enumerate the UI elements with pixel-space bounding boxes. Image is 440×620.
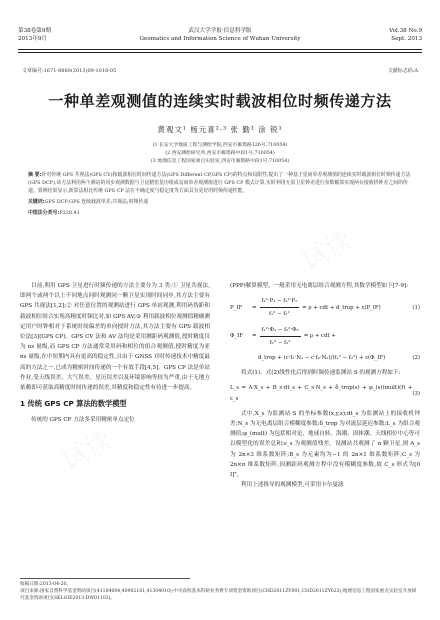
body-columns (20, 281, 420, 571)
eq1-rhs: = ρ + cdt + d_trop + ε(P_IF) (302, 304, 381, 311)
header-rule-thin (18, 52, 422, 53)
abstract-label: 摘 要: (28, 172, 42, 178)
clc-label: 中图法分类号: (28, 210, 60, 216)
watermark: 试读 (297, 225, 358, 277)
affiliation-3: (3 地理信息工程国家重点实验室,西安市雁塔路中段1号,710054) (150, 159, 290, 164)
intro-paragraph: 目前,利用 GPS 卫星进行时频传递的方法主要分为 3 类:① 卫星共视法,即两个或两个以上不同地点同时观测同一颗卫星实现时间同步,其方法主要有 GPS 共视法[1,2];② 对任意位置的观测站进行 GPS 单站观测,利用码伪距和载波相位组合实现高精度时频比对,如 GPS AV;③ 利用载波相位观测值精确测定用户时钟相对于系统时间偏差的单向授时方法,其方法主要有 GPS 载波相位法[3](GPS CP)。GPS CV 法和 AV 法均是采用测距码观测值,授时精度仅为 ns 量级,而 GPS CP 方法通常采用码和相位的组合观测值,授时精度为亚 ns 量级,在中短期内具有更高的稳定性,且由于 GNSS 对时传递技术中精度最高的方法之一,已成为精密时间传递的一个有效手段[4,5]。GPS CP 法是单站作业,受天线误差、大气误差、星历误差以及环境影响等较为严重,由于无地方依赖即可获取高精度时间传递的误差,其精度和稳定性有待进一步提高。 (20, 283, 210, 392)
eq1-fraction (260, 296, 300, 319)
funding-note: 项目来源:国家自然科学基金资助项目(41104004,40902181,41304010);中央高校基本科研业务费专项资金资助项目(CHD2011ZY001,CHD2011ZY023);地理信息工程国家重点实验室开放研究基金资助项目(SKLGIE2013-DW01103)。 (20, 589, 417, 601)
header-rule-thick (18, 49, 422, 50)
document-code: 文献标志码:A (387, 68, 418, 74)
header-date-en: Sept. 2013 (391, 35, 422, 42)
abstract-paragraph (28, 171, 412, 195)
abstract-block (28, 171, 412, 217)
article-number: 文章编号:1671-8860(2013)09-1018-05 (22, 68, 117, 74)
eq1-equals: = (252, 304, 257, 311)
eq1-lhs: P_IF (230, 304, 243, 311)
affiliations (0, 142, 440, 166)
eq2-continuation: d_trop + (c·f₁·N₁ − c·f₂·N₂)/(f₁² − f₂²) + ε(Φ_IF) (258, 355, 386, 362)
linearize-paragraph: 将式(1)、式(2)线性化后得到时频传递监测站 S 的观测方程如下: (241, 370, 401, 377)
clc-code: P228.41 (59, 210, 80, 216)
running-header (18, 28, 422, 50)
header-volume-en: Vol.38 No.9 (389, 28, 422, 34)
eq1-numerator: f₁²·P₁ − f₂²·P₂ (260, 296, 300, 308)
header-center (18, 28, 422, 43)
keywords-text: GPS DCP;GPS 连续载波单差;共视法;时频传递 (44, 199, 149, 205)
journal-name-en: Geomatics and Information Science of Wuhan University (139, 35, 301, 42)
affiliation-2: (2 西安测绘研究所,西安市雁塔路中段1号,710054) (165, 151, 275, 156)
footnotes (20, 578, 417, 602)
eq2-lhs: Φ_IF (230, 333, 243, 340)
received-date: 收稿日期:2013-04-20。 (20, 582, 72, 587)
watermark: 试读 (57, 425, 118, 477)
clc-line (28, 209, 412, 217)
eq2-numerator: f₁²·Φ₁ − f₂²·Φ₂ (260, 325, 301, 337)
keywords-label: 关键词: (28, 199, 45, 205)
author-list: 黄观文¹ 杨元喜²·³ 张 勤¹ 涂 锐¹ (157, 125, 283, 134)
header-right (389, 28, 422, 43)
header-volume: 第38卷第9期 (18, 28, 52, 34)
journal-name-cn: 武汉大学学报·信息科学版 (188, 28, 252, 34)
eq3-number: (3) (412, 390, 420, 397)
left-column (20, 281, 210, 426)
header-date: 2013年9月 (18, 35, 47, 42)
equation-3 (230, 383, 420, 403)
eq1-denominator: f₁² − f₂² (269, 311, 290, 318)
section-heading-1: 1 传统 GPS CP 算法的数学模型 (20, 399, 127, 409)
eq3-body: L_s = A·X_s + B_s·dt_s + C_s·N_s + δ_trop(s) + φ_(s)(mult)(f) + ε_s (230, 385, 413, 402)
eq2-number: (2) (412, 355, 420, 362)
paper-title: 一种单差观测值的连续实时载波相位时频传递方法 (48, 92, 392, 110)
equation-2-continued (230, 353, 420, 363)
eq2-equals: = (252, 333, 257, 340)
equation-2 (230, 325, 420, 348)
kalman-paragraph: 利用上述推导的观测模型,可采用卡尔曼滤 (241, 482, 344, 489)
keywords-line (28, 198, 412, 206)
affiliation-1: (1 长安大学地质工程与测绘学院,西安市雁塔路126号,710054) (152, 143, 288, 148)
section1-paragraph: 传统的 GPS CP 方法多采用精密单点定位 (31, 417, 135, 424)
eq1-number: (1) (412, 304, 420, 311)
symbols-paragraph: 式中,X_s 为监测站 S 的坐标参数(x,y,z);dt_s 为监测站上的接收机钟差;N_s 为无电离层组合模糊度参数;δ_trop 为对流层延迟参数;L_s 为组合观测值;φ_(mult) 为包括相对论、地球自转、海潮、固体潮、天线相位中心等可以模型化的误差总和;ε_s 为观测值残差。设测站共观测了 n 颗卫星,则 A_s 为 2n×3 维系数矩阵;B_s 为元素均为−1 的 2n×1 维系数矩阵;C_s 为 2n×n 维系数矩阵,因测距码观测方程中没有模糊度参数,故 C_s 形式为[0 I]ᵀ。 (230, 410, 420, 479)
eq2-rhs: = ρ + cdt + (303, 333, 336, 340)
abstract-text: 针对传统 GPS 共视法(GPS CV)和载波相位时间传递方法(GPS Different CP,GPS CP)的特点和局限性,提出了一种基于星间单差观测值的连续实时载波相位时频传递方法(GPS DCP),该方法利用两个测站的同步观测数据与卫星精密星历组成站间单差观测值进行 GPS CP 模式计算,实时利用无需卫星钟差进行参数解算实现两台接收机钟差之间的传递。算例结果显示,新算法相比传统 GPS CP 法在不确定度与稳定度等方面具有更好的时频传递性能。 (28, 172, 411, 194)
equation-1 (230, 296, 420, 319)
eq2-fraction (260, 325, 301, 348)
right-column (230, 281, 420, 490)
model-intro-paragraph: (PPP)解算模型。一般采用无电离层组合观测方程,其数学模型如下[7-9]: (230, 283, 409, 289)
eq2-denominator: f₁² − f₂² (269, 339, 291, 346)
